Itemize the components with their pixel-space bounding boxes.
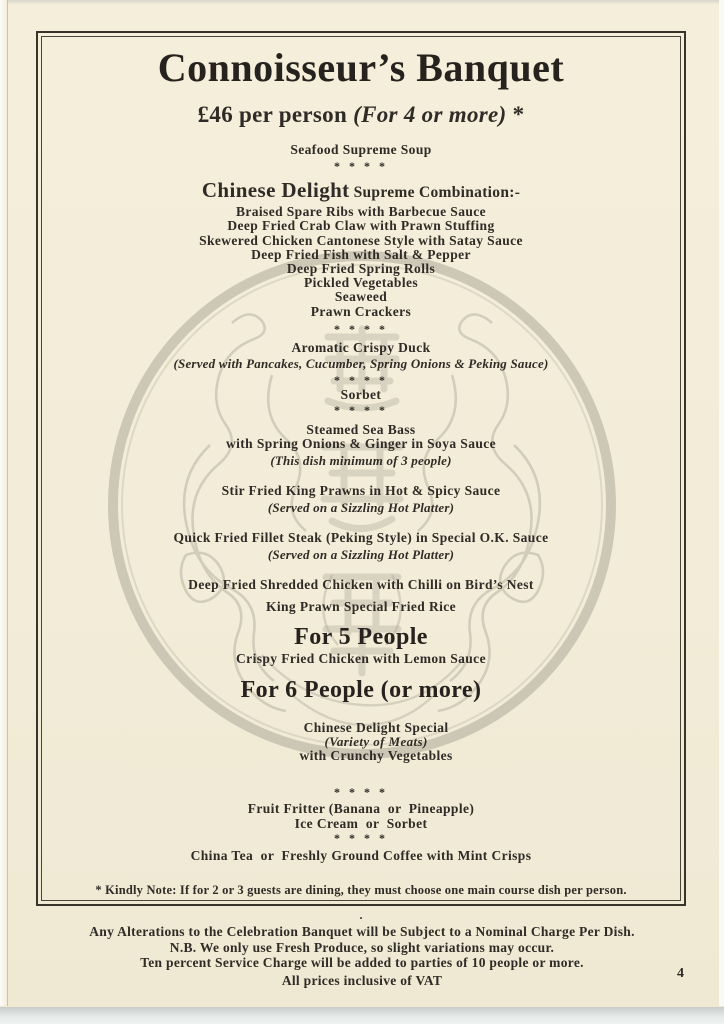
heading-for-6-people: For 6 People (or more) — [240, 676, 482, 703]
page-number: 4 — [677, 966, 684, 981]
chinese-delight-special-pre: Chinese Delight Special — [303, 719, 449, 735]
chinese-delight-special-post: with Crunchy Vegetables — [299, 748, 453, 764]
dish-pickled-vegetables: Pickled Vegetables — [303, 275, 419, 291]
king-prawns-note: (Served on a Sizzling Hot Platter) — [267, 499, 455, 515]
star-separator: * * * * — [334, 403, 388, 418]
footer-vat-note: All prices inclusive of VAT — [281, 972, 443, 988]
dish-tea-coffee: China Tea or Freshly Ground Coffee with Mint Crisps — [190, 848, 532, 864]
price-amount: £46 per person — [197, 102, 348, 127]
dish-sea-bass: Steamed Sea Bass — [306, 422, 416, 438]
footer-notes — [0, 924, 724, 988]
dish-spare-ribs: Braised Spare Ribs with Barbecue Sauce — [235, 204, 487, 220]
page-title: Connoisseur’s Banquet — [157, 45, 565, 90]
dish-spring-rolls: Deep Fried Spring Rolls — [286, 261, 436, 277]
chinese-delight-heading — [42, 178, 680, 205]
dish-crab-claw: Deep Fried Crab Claw with Prawn Stuffing — [227, 218, 495, 234]
dish-crispy-duck: Aromatic Crispy Duck — [291, 339, 431, 355]
price-line — [42, 103, 680, 127]
footer-alterations-note: Any Alterations to the Celebration Banquet will be Subject to a Nominal Charge Per Dish. — [89, 924, 635, 939]
footer-service-charge-note: Ten percent Service Charge will be added to parties of 10 people or more. — [140, 955, 584, 970]
dish-king-prawns: Stir Fried King Prawns in Hot & Spicy Sauce — [221, 482, 501, 498]
dish-lemon-chicken: Crispy Fried Chicken with Lemon Sauce — [236, 651, 486, 667]
dish-fried-rice: King Prawn Special Fried Rice — [265, 599, 457, 615]
star-separator: * * * * — [334, 784, 388, 799]
dish-fried-fish: Deep Fried Fish with Salt & Pepper — [251, 246, 471, 262]
dish-chinese-delight-special — [42, 707, 680, 778]
heading-for-5-people: For 5 People — [294, 624, 428, 651]
dish-shredded-chicken: Deep Fried Shredded Chicken with Chilli on Bird’s Nest — [188, 577, 534, 593]
scan-edge-bottom — [0, 1007, 724, 1024]
crispy-duck-note: (Served with Pancakes, Cucumber, Spring Onions & Peking Sauce) — [173, 356, 549, 372]
star-separator: * * * * — [334, 831, 388, 846]
fillet-steak-note: (Served on a Sizzling Hot Platter) — [267, 547, 455, 563]
sea-bass-line2: with Spring Onions & Ginger in Soya Sauce — [225, 436, 497, 452]
star-separator: * * * * — [334, 159, 388, 174]
menu-border-box — [36, 31, 686, 923]
kindly-note: * Kindly Note: If for 2 or 3 guests are dining, they must choose one main course dish per person. — [95, 883, 627, 898]
dish-fruit-fritter: Fruit Fritter (Banana or Pineapple) — [247, 800, 475, 816]
menu-content — [42, 37, 680, 923]
dish-seafood-soup: Seafood Supreme Soup — [290, 142, 432, 157]
dish-prawn-crackers: Prawn Crackers — [310, 303, 412, 319]
chinese-delight-title: Chinese Delight — [201, 178, 350, 203]
dish-skewered-chicken: Skewered Chicken Cantonese Style with Satay Sauce — [199, 232, 523, 248]
dish-sorbet: Sorbet — [340, 387, 382, 403]
dish-ice-cream-sorbet: Ice Cream or Sorbet — [294, 815, 428, 831]
star-separator: * * * * — [334, 373, 388, 388]
footer-fresh-produce-note: N.B. We only use Fresh Produce, so slight variations may occur. — [169, 939, 555, 955]
scan-edge-top — [0, 0, 724, 5]
scan-edge-left — [0, 0, 8, 1006]
stray-dot-mark: . — [359, 908, 363, 923]
scan-edge-right — [719, 0, 724, 1006]
price-asterisk: * — [512, 102, 525, 127]
star-separator: * * * * — [334, 321, 388, 336]
dish-seaweed: Seaweed — [334, 289, 388, 305]
chinese-delight-subtitle: Supreme Combination:- — [353, 184, 521, 202]
price-condition: (For 4 or more) — [353, 102, 507, 127]
sea-bass-note: (This dish minimum of 3 people) — [270, 452, 452, 468]
dish-fillet-steak: Quick Fried Fillet Steak (Peking Style) in Special O.K. Sauce — [173, 529, 549, 545]
chinese-delight-special-variety: (Variety of Meats) — [324, 734, 428, 750]
